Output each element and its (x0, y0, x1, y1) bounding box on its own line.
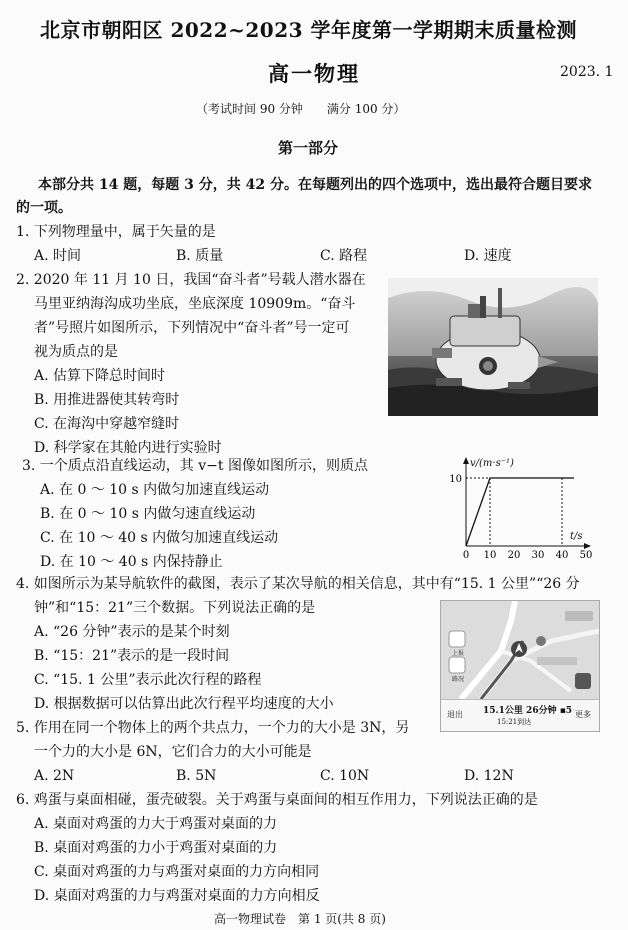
part-heading: 第一部分 (278, 139, 339, 157)
q2-option-a: A. 估算下降总时间时 (34, 368, 166, 384)
q6-option-d: D. 桌面对鸡蛋的力与鸡蛋对桌面的力方向相反 (34, 888, 320, 904)
page-footer: 高一物理试卷 第 1 页(共 8 页) (214, 912, 386, 926)
q2-stem-line3: 者”号照片如图所示，下列情况中“奋斗者”号一定可 (34, 320, 350, 336)
x-axis-label: t/s (570, 531, 583, 542)
nav-bottom-bar (441, 699, 599, 732)
x-tick-label: 0 (462, 550, 470, 558)
q5-stem-line1: 5. 作用在同一个物体上的两个共点力，一个力的大小是 3N，另 (16, 720, 410, 736)
q5-option-b: B. 5N (176, 768, 217, 784)
nav-more-button[interactable]: 更多 (575, 710, 591, 719)
nav-side-label-traffic: 路况 (452, 676, 465, 683)
q2-stem-line1: 2. 2020 年 11 月 10 日，我国“奋斗者”号载人潜水器在 (16, 272, 366, 288)
q2-stem-line2: 马里亚纳海沟成功坐底，坐底深度 10909m。“奋斗 (34, 296, 356, 312)
q2-option-d: D. 科学家在其舱内进行实验时 (34, 440, 222, 456)
subject-title: 高一物理 (268, 61, 360, 86)
exam-title: 北京市朝阳区 2022~2023 学年度第一学期期末质量检测 (40, 18, 578, 42)
x-tick-label: 30 (531, 550, 545, 558)
q1-stem: 1. 下列物理量中，属于矢量的是 (16, 224, 216, 240)
x-axis-arrow (584, 543, 591, 549)
q3-stem: 3. 一个质点沿直线运动，其 v−t 图像如图所示，则质点 (22, 458, 368, 474)
x-tick-label: 20 (507, 550, 521, 558)
q2-stem-line4: 视为质点的是 (34, 344, 118, 360)
q4-stem-line2: 钟”和“15：21”三个数据。下列说法正确的是 (34, 600, 316, 616)
y-axis-arrow (463, 457, 469, 464)
q4-option-c: C. “15. 1 公里”表示此次行程的路程 (34, 672, 262, 688)
q3-option-b: B. 在 0 ～ 10 s 内做匀速直线运动 (40, 506, 256, 522)
q1-option-a: A. 时间 (34, 248, 82, 264)
part-instructions-line2: 的一项。 (16, 200, 72, 216)
nav-map (441, 601, 599, 699)
y-tick-label: 10 (449, 474, 462, 485)
q6-stem: 6. 鸡蛋与桌面相碰，蛋壳破裂。关于鸡蛋与桌面间的相互作用力，下列说法正确的是 (16, 792, 538, 808)
q4-option-d: D. 根据数据可以估算出此次行程平均速度的大小 (34, 696, 334, 712)
q2-option-b: B. 用推进器使其转弯时 (34, 392, 180, 408)
nav-trip-summary: 15.1公里 26分钟 ▪5 (483, 706, 573, 716)
q3-option-d: D. 在 10 ～ 40 s 内保持静止 (40, 554, 223, 570)
q1-option-c: C. 路程 (320, 248, 368, 264)
vt-series-line (466, 478, 562, 546)
x-tick-label: 50 (579, 550, 593, 558)
exam-info: （考试时间 90 分钟 满分 100 分） (196, 102, 406, 116)
part-instructions-line1: 本部分共 14 题，每题 3 分，共 42 分。在每题列出的四个选项中，选出最符合题目要求 (38, 177, 592, 193)
q3-option-c: C. 在 10 ～ 40 s 内做匀加速直线运动 (40, 530, 279, 546)
q5-stem-line2: 一个力的大小是 6N，它们合力的大小可能是 (34, 744, 312, 760)
q6-option-c: C. 桌面对鸡蛋的力与鸡蛋对桌面的力方向相同 (34, 864, 320, 880)
exam-date: 2023. 1 (560, 64, 614, 80)
vt-chart (446, 454, 596, 558)
q1-option-d: D. 速度 (464, 248, 512, 264)
q5-option-d: D. 12N (464, 768, 514, 784)
nav-exit-button[interactable]: 退出 (447, 710, 463, 719)
q1-option-b: B. 质量 (176, 248, 224, 264)
q4-stem-line1: 4. 如图所示为某导航软件的截图，表示了某次导航的相关信息，其中有“15. 1 公里”“26 分 (16, 576, 580, 592)
q4-option-b: B. “15：21”表示的是一段时间 (34, 648, 230, 664)
submersible-illustration (388, 278, 598, 416)
q2-option-c: C. 在海沟中穿越窄缝时 (34, 416, 180, 432)
q4-option-a: A. “26 分钟”表示的是某个时刻 (34, 624, 230, 640)
x-tick-label: 10 (483, 550, 497, 558)
y-axis-label: v/(m·s⁻¹) (470, 458, 514, 469)
q5-option-a: A. 2N (34, 768, 75, 784)
q6-option-a: A. 桌面对鸡蛋的力大于鸡蛋对桌面的力 (34, 816, 278, 832)
nav-side-label-report: 上报 (452, 650, 465, 657)
q5-option-c: C. 10N (320, 768, 370, 784)
navigation-screenshot (440, 600, 600, 732)
nav-arrival-time: 15:21到达 (497, 718, 532, 726)
submersible-photo (388, 278, 598, 416)
q6-option-b: B. 桌面对鸡蛋的力小于鸡蛋对桌面的力 (34, 840, 278, 856)
x-tick-label: 40 (555, 550, 569, 558)
q3-option-a: A. 在 0 ～ 10 s 内做匀加速直线运动 (40, 482, 270, 498)
